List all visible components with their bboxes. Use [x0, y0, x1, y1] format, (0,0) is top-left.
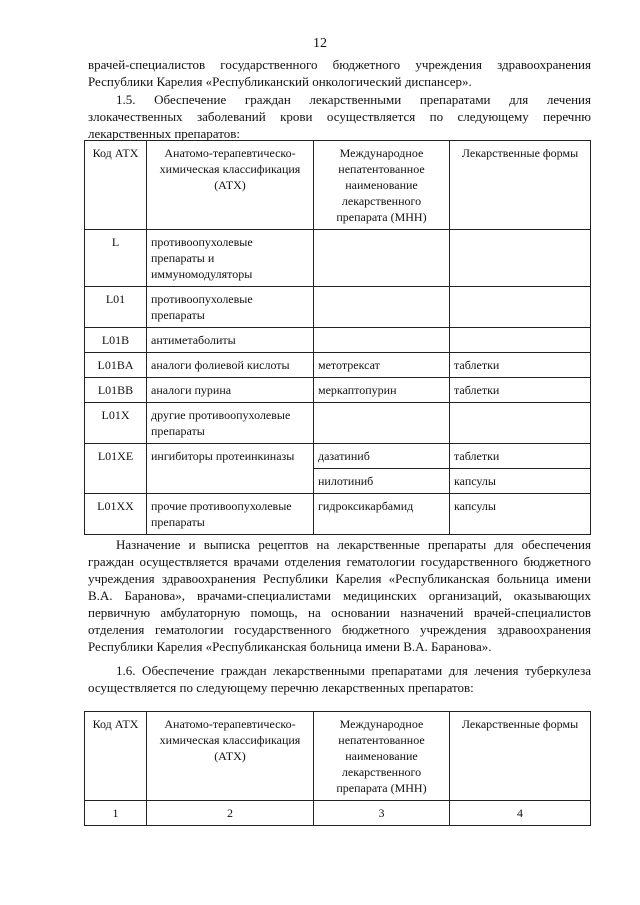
cell-classification: аналоги пурина [147, 378, 314, 403]
column-number: 2 [147, 801, 314, 826]
cell-classification: антиметаболиты [147, 328, 314, 353]
prescription-paragraph: Назначение и выписка рецептов на лекарственные препараты для обеспечения граждан осуществляется врачами отделения гематологии государственного бюджетного учреждения здравоохранения Республики Карелия «Республиканская больница имени В.А. Баранова», врачами-специалистами медицинских организаций, оказывающих первичную амбулаторную помощь, на основании назначений врачей-специалистов отделения гематологии государственного бюджетного учреждения здравоохранения Республики Карелия «Республиканская больница имени В.А. Баранова». [88, 537, 591, 654]
cell-inn: меркаптопурин [314, 378, 450, 403]
header-forms: Лекарственные формы [450, 141, 591, 230]
cell-form: капсулы [450, 494, 591, 535]
cell-form [450, 328, 591, 353]
table-row [85, 230, 591, 287]
table-row [85, 444, 591, 469]
drug-table-tuberculosis [84, 711, 591, 826]
section-1-5-paragraph: 1.5. Обеспечение граждан лекарственными препаратами для лечения злокачественных заболеваний крови осуществляется по следующему перечню лекарственных препаратов: [88, 92, 591, 141]
cell-form: таблетки [450, 378, 591, 403]
cell-classification: прочие противоопухолевые препараты [147, 494, 314, 535]
cell-code: L01BA [85, 353, 147, 378]
cell-inn: метотрексат [314, 353, 450, 378]
header-inn: Международное непатентованное наименование лекарственного препарата (МНН) [314, 712, 450, 801]
cell-form: капсулы [450, 469, 591, 494]
cell-code: L01X [85, 403, 147, 444]
cell-form: таблетки [450, 353, 591, 378]
header-code: Код АТХ [85, 712, 147, 801]
cell-code: L01XX [85, 494, 147, 535]
table-header-row [85, 141, 591, 230]
cell-form [450, 287, 591, 328]
header-forms: Лекарственные формы [450, 712, 591, 801]
header-inn: Международное непатентованное наименование лекарственного препарата (МНН) [314, 141, 450, 230]
cell-inn: дазатиниб [314, 444, 450, 469]
cell-code: L01 [85, 287, 147, 328]
table-row [85, 494, 591, 535]
cell-classification: противоопухолевые препараты [147, 287, 314, 328]
table-row [85, 378, 591, 403]
table-row [85, 287, 591, 328]
column-number-row [85, 801, 591, 826]
cell-code: L01BB [85, 378, 147, 403]
cell-inn [314, 287, 450, 328]
cell-classification: другие противоопухолевые препараты [147, 403, 314, 444]
header-classification: Анатомо-терапевтическо-химическая классификация (АТХ) [147, 712, 314, 801]
page-number: 12 [313, 36, 327, 51]
column-number: 3 [314, 801, 450, 826]
cell-code: L01B [85, 328, 147, 353]
cell-classification: аналоги фолиевой кислоты [147, 353, 314, 378]
cell-form: таблетки [450, 444, 591, 469]
cell-code: L01XE [85, 444, 147, 494]
cell-inn [314, 328, 450, 353]
header-classification: Анатомо-терапевтическо-химическая классификация (АТХ) [147, 141, 314, 230]
cell-form [450, 230, 591, 287]
column-number: 1 [85, 801, 147, 826]
header-code: Код АТХ [85, 141, 147, 230]
intro-paragraph: врачей-специалистов государственного бюджетного учреждения здравоохранения Республики Карелия «Республиканский онкологический диспансер». [88, 57, 591, 89]
cell-inn [314, 230, 450, 287]
column-number: 4 [450, 801, 591, 826]
cell-classification: противоопухолевые препараты и иммуномодуляторы [147, 230, 314, 287]
table-header-row [85, 712, 591, 801]
cell-form [450, 403, 591, 444]
cell-inn: нилотиниб [314, 469, 450, 494]
cell-inn: гидроксикарбамид [314, 494, 450, 535]
section-1-6-paragraph: 1.6. Обеспечение граждан лекарственными препаратами для лечения туберкулеза осуществляется по следующему перечню лекарственных препаратов: [88, 663, 591, 695]
cell-classification: ингибиторы протеинкиназы [147, 444, 314, 494]
cell-inn [314, 403, 450, 444]
table-row [85, 353, 591, 378]
drug-table-blood [84, 140, 591, 535]
cell-code: L [85, 230, 147, 287]
table-row [85, 328, 591, 353]
table-row [85, 403, 591, 444]
